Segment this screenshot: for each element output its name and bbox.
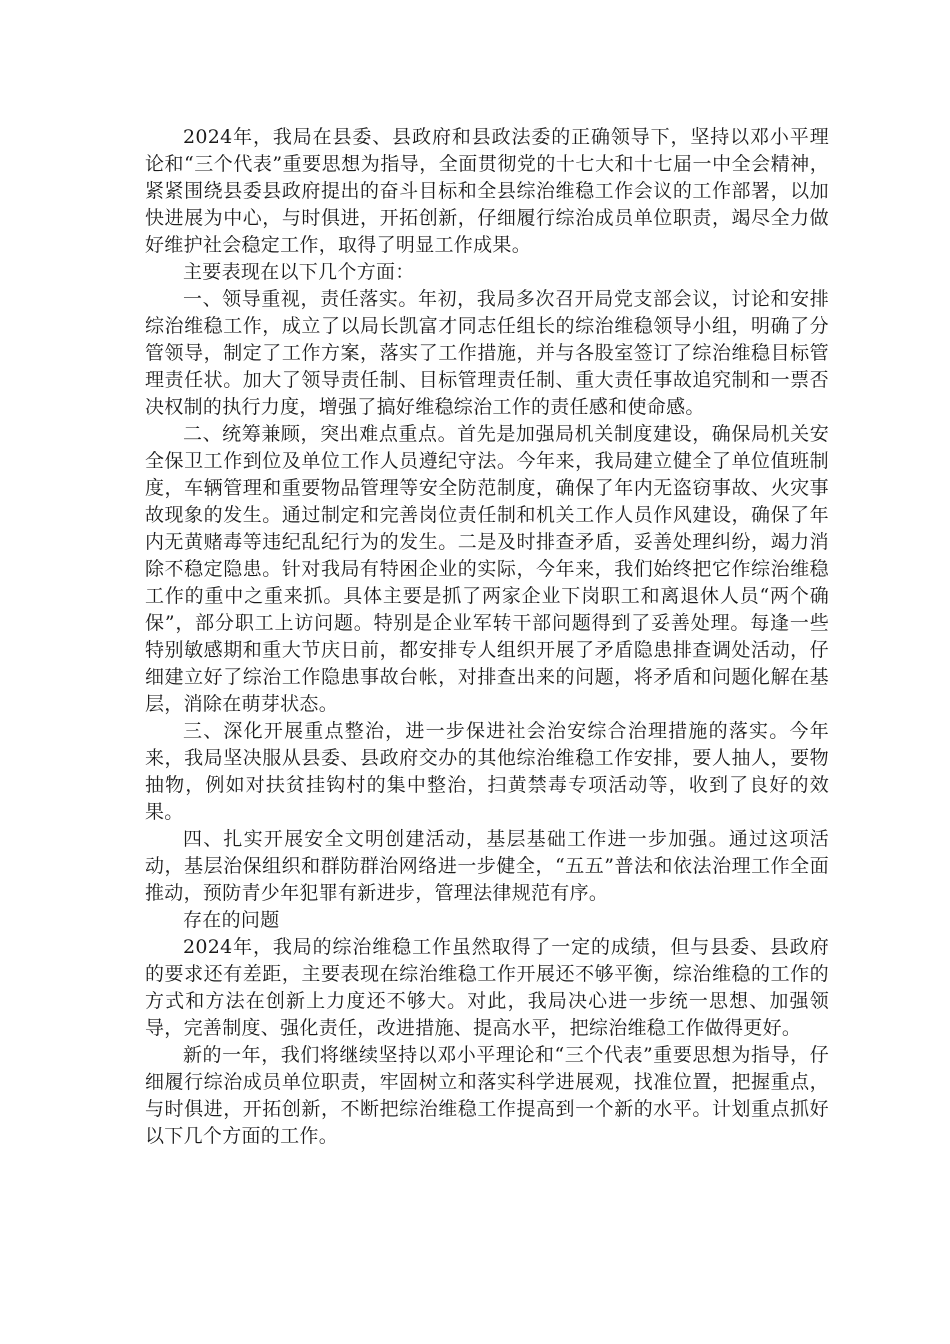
paragraph-main-aspects: 主要表现在以下几个方面： <box>183 261 415 283</box>
paragraph-intro: 2024年，我局在县委、县政府和县政法委的正确领导下，坚持以邓小平理论和“三个代表”重要思想为指导，全面贯彻党的十七大和十七届一中全会精神，紧紧围绕县委县政府提出的奋斗目标和全县综治维稳工作会议的工作部署，以加快进展为中心，与时俱进，开拓创新，仔细履行综治成员单位职责，竭尽全力做好维护社会稳定工作，取得了明显工作成果。 <box>145 126 829 256</box>
document-body <box>145 124 829 1150</box>
paragraph-point-four: 四、扎实开展安全文明创建活动，基层基础工作进一步加强。通过这项活动，基层治保组织和群防群治网络进一步健全，“五五”普法和依法治理工作全面推动，预防青少年犯罪有新进步，管理法律规范有序。 <box>145 828 829 904</box>
paragraph-problems: 2024年，我局的综治维稳工作虽然取得了一定的成绩，但与县委、县政府的要求还有差距，主要表现在综治维稳工作开展还不够平衡，综治维稳的工作的方式和方法在创新上力度还不够大。对此，我局决心进一步统一思想、加强领导，完善制度、强化责任，改进措施、提高水平，把综治维稳工作做得更好。 <box>145 936 829 1039</box>
paragraph-point-three: 三、深化开展重点整治，进一步保进社会治安综合治理措施的落实。今年来，我局坚决服从县委、县政府交办的其他综治维稳工作安排，要人抽人，要物抽物，例如对扶贫挂钩村的集中整治，扫黄禁毒专项活动等，收到了良好的效果。 <box>145 720 829 823</box>
paragraph-point-two: 二、统筹兼顾，突出难点重点。首先是加强局机关制度建设，确保局机关安全保卫工作到位及单位工作人员遵纪守法。今年来，我局建立健全了单位值班制度，车辆管理和重要物品管理等安全防范制度，确保了年内无盗窃事故、火灾事故现象的发生。通过制定和完善岗位责任制和机关工作人员作风建设，确保了年内无黄赌毒等违纪乱纪行为的发生。二是及时排查矛盾，妥善处理纠纷，竭力消除不稳定隐患。针对我局有特困企业的实际，今年来，我们始终把它作综治维稳工作的重中之重来抓。具体主要是抓了两家企业下岗职工和离退休人员“两个确保”，部分职工上访问题。特别是企业军转干部问题得到了妥善处理。每逢一些特别敏感期和重大节庆日前，都安排专人组织开展了矛盾隐患排查调处活动，仔细建立好了综治工作隐患事故台帐，对排查出来的问题，将矛盾和问题化解在基层，消除在萌芽状态。 <box>145 423 829 715</box>
paragraph-new-year: 新的一年，我们将继续坚持以邓小平理论和“三个代表”重要思想为指导，仔细履行综治成员单位职责，牢固树立和落实科学进展观，找准位置，把握重点，与时俱进，开拓创新，不断把综治维稳工作提高到一个新的水平。计划重点抓好以下几个方面的工作。 <box>145 1044 829 1147</box>
paragraph-point-one: 一、领导重视，责任落实。年初，我局多次召开局党支部会议，讨论和安排综治维稳工作，成立了以局长凯富才同志任组长的综治维稳领导小组，明确了分管领导，制定了工作方案，落实了工作措施，并与各股室签订了综治维稳目标管理责任状。加大了领导责任制、目标管理责任制、重大责任事故追究制和一票否决权制的执行力度，增强了搞好维稳综治工作的责任感和使命感。 <box>145 288 829 418</box>
paragraph-problems-heading: 存在的问题 <box>183 909 280 931</box>
